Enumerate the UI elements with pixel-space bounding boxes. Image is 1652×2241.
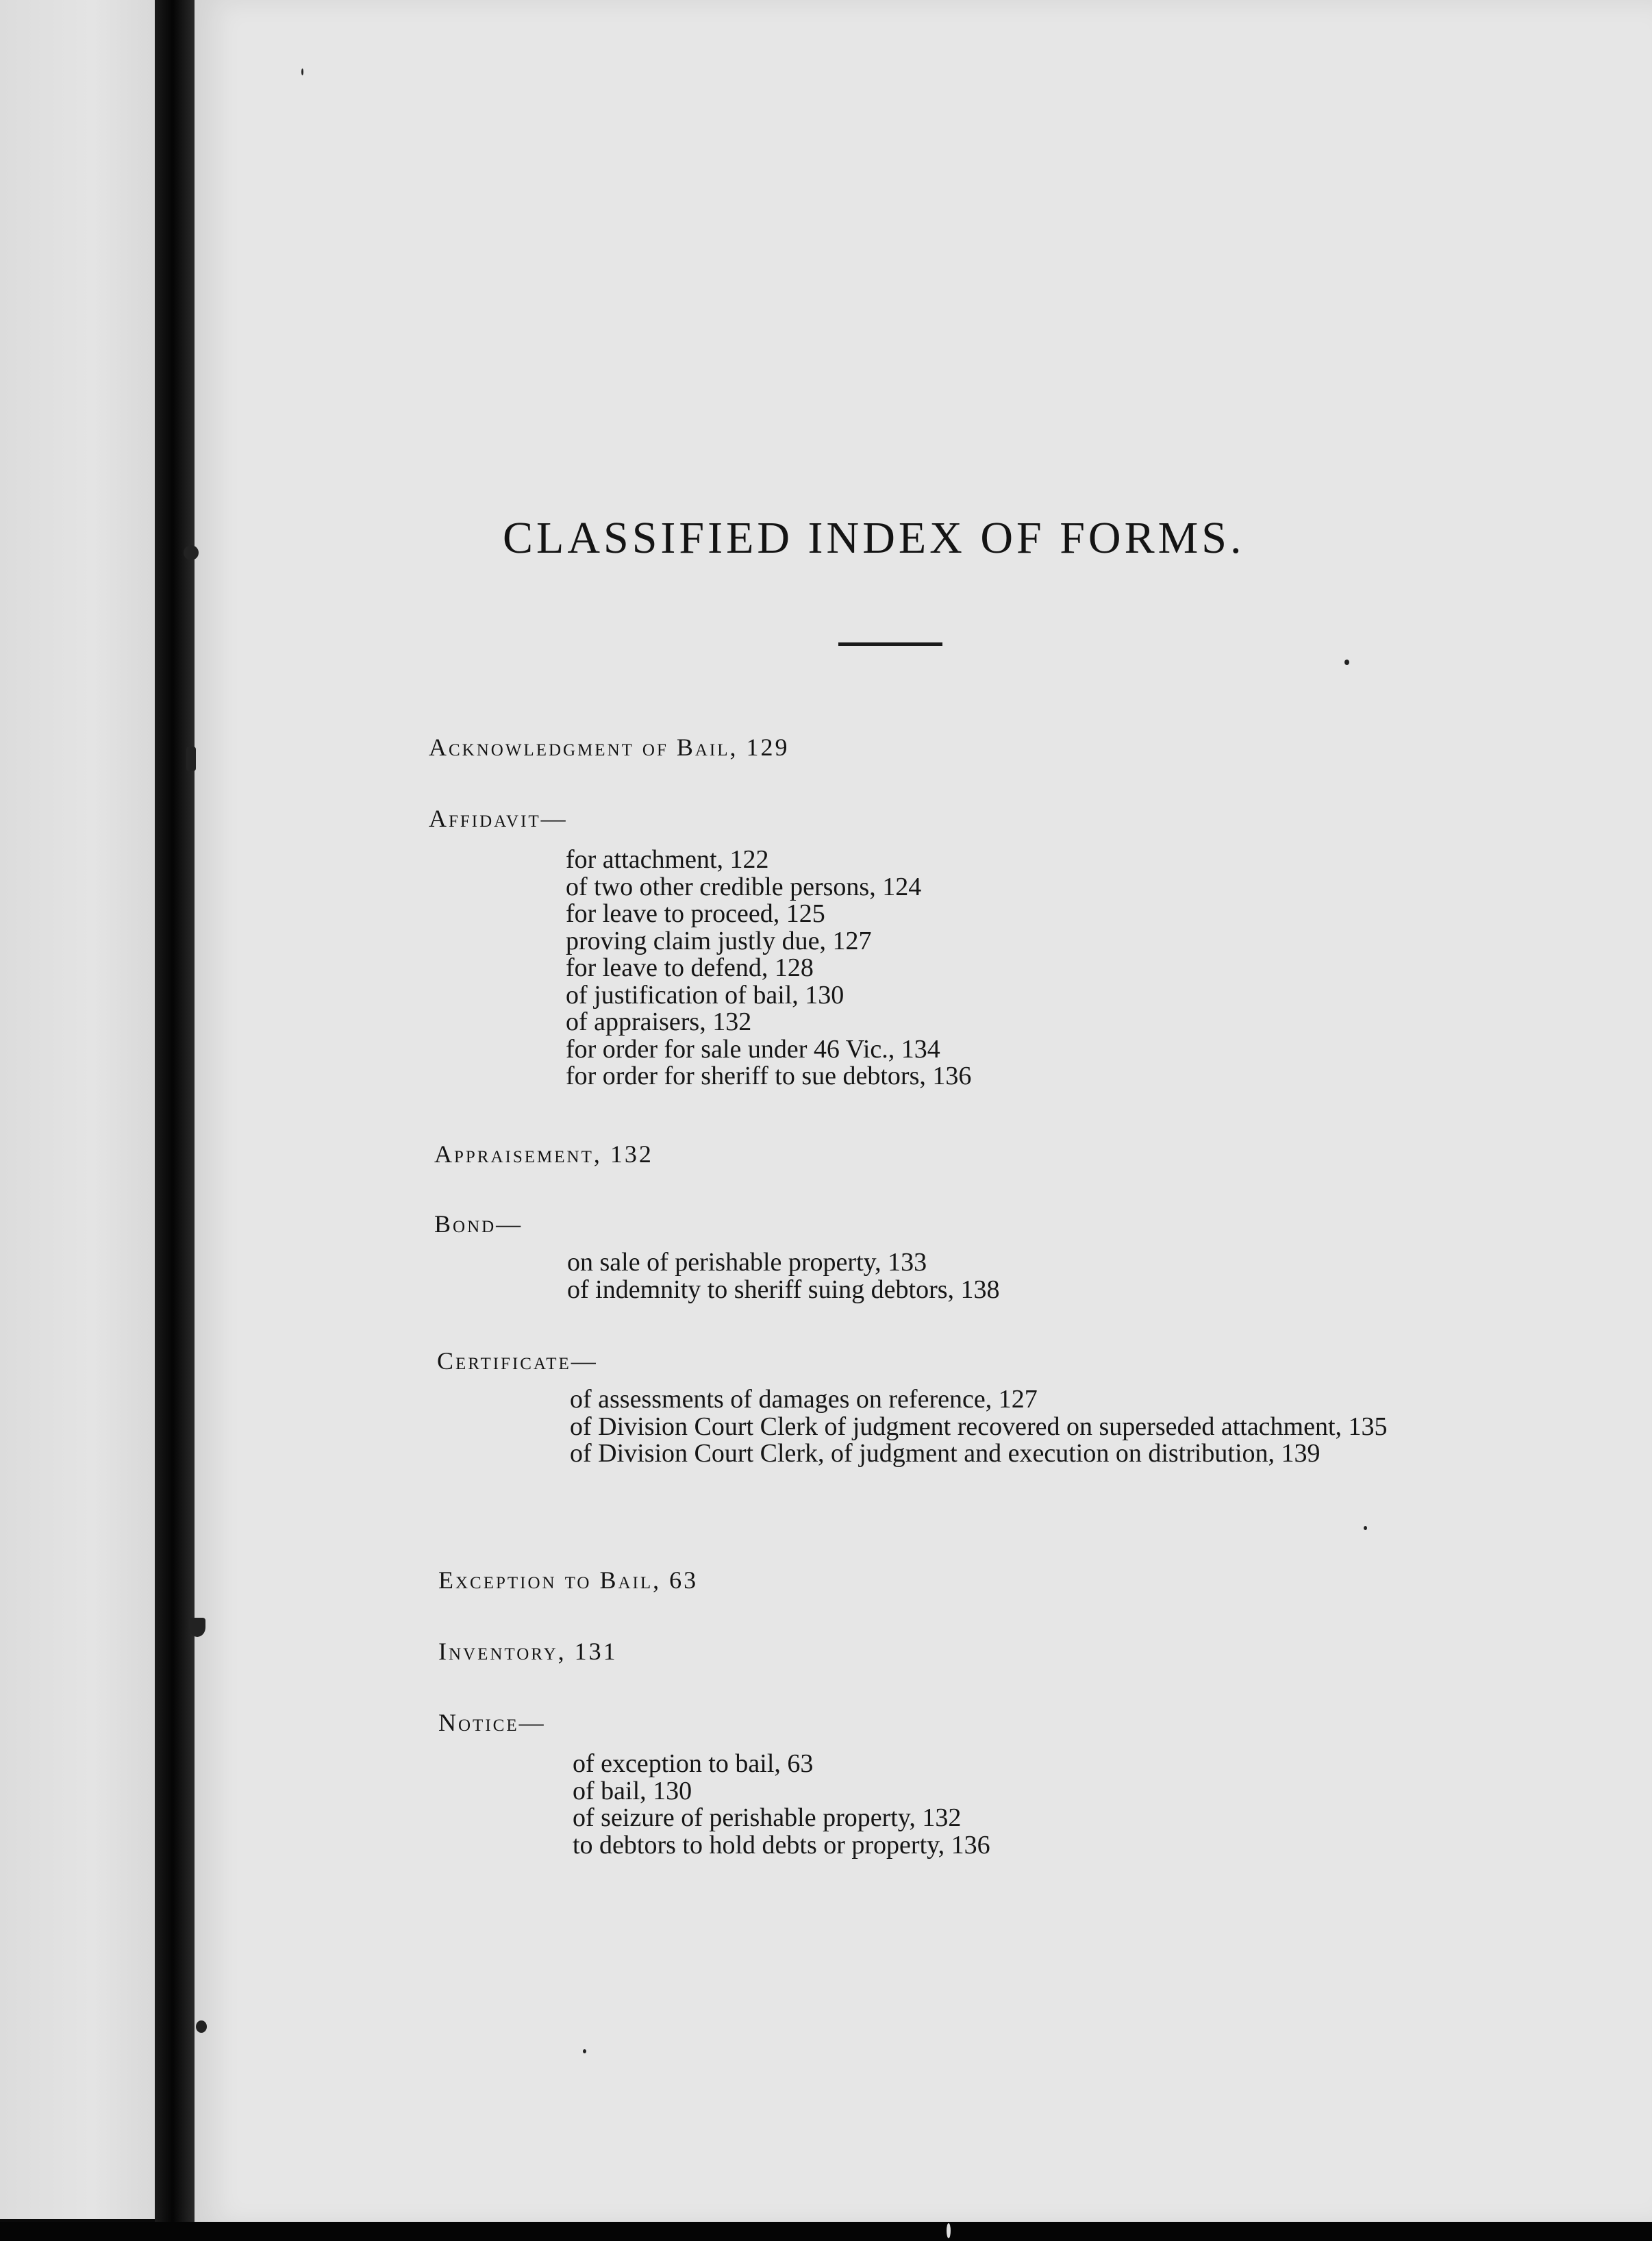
- index-entry: of Division Court Clerk of judgment recovered on superseded attachment, 135: [570, 1412, 1388, 1441]
- facing-page-edge: [0, 0, 155, 2219]
- gutter-mark: [184, 545, 199, 560]
- index-entry: of bail, 130: [573, 1776, 692, 1805]
- index-heading-inventory: Inventory, 131: [438, 1638, 618, 1665]
- index-heading-affidavit: Affidavit—: [429, 805, 568, 832]
- gutter-mark: [189, 1618, 205, 1637]
- index-entry: for order for sale under 46 Vic., 134: [566, 1034, 940, 1064]
- certificate-entries: [570, 1386, 1466, 1468]
- index-entry: of seizure of perishable property, 132: [573, 1803, 962, 1832]
- page-speck: [1364, 1526, 1367, 1530]
- index-entry: for leave to defend, 128: [566, 953, 814, 982]
- notice-entries: [573, 1751, 990, 1859]
- gutter-mark: [196, 2020, 207, 2033]
- bond-entries: [567, 1249, 1000, 1303]
- index-entry: on sale of perishable property, 133: [567, 1248, 927, 1277]
- index-entry: to debtors to hold debts or property, 136: [573, 1830, 990, 1860]
- index-entry: of justification of bail, 130: [566, 980, 844, 1010]
- index-entry: of appraisers, 132: [566, 1007, 752, 1036]
- index-entry: of two other credible persons, 124: [566, 872, 922, 901]
- index-heading-bond: Bond—: [434, 1210, 523, 1238]
- index-heading-acknowledgment-of-bail: Acknowledgment of Bail, 129: [429, 734, 790, 761]
- affidavit-entries: [566, 847, 971, 1090]
- index-entry: for leave to proceed, 125: [566, 899, 825, 928]
- page-speck: [1344, 660, 1349, 665]
- index-page: [195, 0, 1652, 2226]
- index-heading-exception-to-bail: Exception to Bail, 63: [438, 1566, 699, 1594]
- page-speck: [583, 2049, 586, 2053]
- index-entry: of exception to bail, 63: [573, 1749, 814, 1778]
- index-entry: proving claim justly due, 127: [566, 926, 872, 955]
- index-entry: for attachment, 122: [566, 845, 769, 874]
- index-entry: of assessments of damages on reference, 127: [570, 1385, 1038, 1414]
- index-heading-certificate: Certificate—: [437, 1347, 598, 1375]
- page-title: CLASSIFIED INDEX OF FORMS.: [503, 513, 1245, 563]
- gutter-mark: [186, 747, 196, 771]
- scan-bottom-edge: [0, 2222, 1652, 2241]
- index-entry: of Division Court Clerk, of judgment and execution on distribution, 139: [570, 1439, 1321, 1468]
- title-rule: [838, 642, 942, 646]
- book-gutter: [155, 0, 195, 2241]
- index-entry: for order for sheriff to sue debtors, 136: [566, 1062, 972, 1090]
- page-speck: [947, 2223, 951, 2238]
- index-entry: of indemnity to sheriff suing debtors, 138: [567, 1275, 1000, 1304]
- index-heading-notice: Notice—: [438, 1709, 546, 1736]
- index-heading-appraisement: Appraisement, 132: [434, 1140, 653, 1168]
- page-speck: [301, 68, 303, 75]
